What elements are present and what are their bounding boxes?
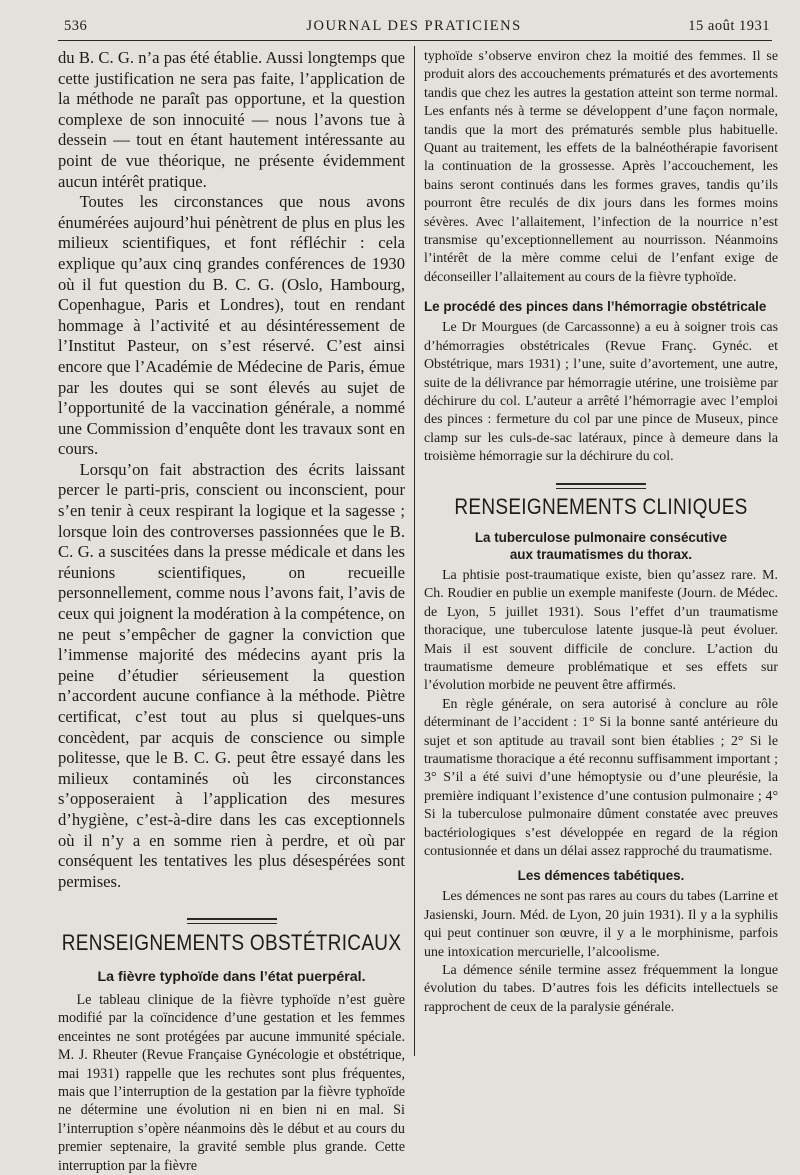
subsection-title: Les démences tabétiques. (517, 868, 685, 884)
paragraph: Le tableau clinique de la fièvre typhoïde n’est guère modifié par la coïncidence d’une gestation et les femmes enceintes ne sont protégées par aucune immunité spéciale. M. J. Rheuter (Revue Française Gynécologie et obstétrique, mai 1931) rappelle que les rechutes sont plus fréquentes, mais que l’interruption de la gestation par la fièvre typhoïde ne détermine une évolution ni en bien ni en mal. Si l’interruption s’opère néanmoins dès le début et au cours du premier septenaire, la gravité semble plus grande. Cette interruption par la fièvre (58, 991, 405, 1174)
left-column (58, 48, 405, 1175)
paragraph: typhoïde s’observe environ chez la moitié des femmes. Il se produit alors des accouchements prématurés et des avortements tandis que chez les autres la gestation atteint son terme normal. Les enfants nés à terme se développent d’une façon normale, tandis que la mort des prématurés semble plus habituelle. Quant au traitement, les effets de la balnéothérapie favorisent la continuation de la grossesse. Après l’accouchement, les bains seront continués dans les formes graves, tandis qu’ils pourront être reculés de dix jours dans les formes moins sévères. Avec l’allaitement, l’infection de la nourrice n’est transmise qu’exceptionnellement au nourrisson. Néanmoins l’intérêt de la mère comme celui de l’enfant exige de déconseiller l’allaitement au cours de la fièvre typhoïde. (424, 49, 778, 285)
paragraph: La phtisie post-traumatique existe, bien qu’assez rare. M. Ch. Roudier en publie un exemple manifeste (Journ. de Médec. de Lyon, 5 juillet 1931). Sous l’effet d’un traumatisme thoracique, une tuberculose latente jusque-là peut évoluer. Mais il est souvent difficile de conclure. L’action du traumatisme demeure problématique et ses effets sur l’évolution morbide ne peuvent être affirmés. (424, 567, 778, 694)
page-number: 536 (64, 18, 88, 34)
right-column (424, 48, 778, 1017)
paragraph: La démence sénile termine assez fréquemment la longue évolution du tabes. D’autres fois les déficits intellectuels se rapprochent de ceux de la paralysie générale. (424, 963, 778, 1015)
header-rule (58, 40, 772, 41)
journal-title: JOURNAL DES PRATICIENS (306, 18, 522, 34)
issue-date: 15 août 1931 (688, 18, 770, 34)
paragraph: Toutes les circonstances que nous avons énumérées aujourd’hui pénètrent de plus en plus les milieux scientifiques, et font réfléchir : cela explique qu’aux cinq grandes conférences de 1930 où il fut question du B. C. G. (Oslo, Hambourg, Copenhague, Paris et Londres), tout en rendant hommage à l’activité et au désintéressement de l’Institut Pasteur, on s’est réservé. C’est ainsi encore que l’Académie de Médecine de Paris, émue par les doutes qui se sont élevés au sujet de l’opportunité de la vaccination générale, a nommé une Commission d’enquête dont les travaux sont en cours. (58, 192, 405, 459)
column-rule (414, 46, 415, 1056)
subsection-title: Le procédé des pinces dans l’hémorragie obstétricale (424, 299, 767, 315)
subsection-title: La tuberculose pulmonaire consécutive aux traumatismes du thorax. (474, 529, 728, 562)
paragraph: Le Dr Mourgues (de Carcassonne) a eu à soigner trois cas d’hémorragies obstétricales (Revue Franç. Gynéc. et Obstétrique, mars 1931) ; l’une, suite d’avortement, une autre, suite de la délivrance par hémorragie utérine, une troisième par déchirure du col. L’auteur a arrêté l’hémorragie avec l’emploi des pinces : fermeture du col par une pince de Museux, pince clamp sur les culs-de-sac latéraux, pince à demeure dans la troisième hémorragie sur la déchirure du col. (424, 320, 778, 465)
paragraph: Lorsqu’on fait abstraction des écrits laissant percer le parti-pris, conscient ou inconscient, pour s’en tenir à ceux respirant la logique et la sagesse ; lorsque loin des controverses passionnées que le B. C. G. a suscitées dans la presse médicale et dans les réunions scientifiques, on recueille personnellement, comme nous l’avons fait, l’avis de ceux qui joignent la modération à la compétence, on ne peut s’empêcher de gagner la conviction que l’immense majorité des médecins ayant pris la peine d’étudier sérieusement la question n’accordent aucune confiance à la méthode. Piètre certificat, c’est tout au plus si quelques-uns concèdent, par acquis de conscience ou simple politesse, que le B. C. G. peut être essayé dans les milieux contaminés où les circonstances s’opposeraient à l’application des mesures d’hygiène, c’est-à-dire dans les cas exceptionnels où il n’y a en somme rien à perdre, et où par conséquent les tentatives les plus désespérées sont permises. (58, 459, 405, 891)
paragraph: En règle générale, on sera autorisé à conclure au rôle déterminant de l’accident : 1° Si la bonne santé antérieure du sujet et son aptitude au travail sont bien établies ; 2° Si le traumatisme thoracique a été reconnu suffisamment important ; 3° S’il a été suivi d’une hémoptysie ou d’une pleurésie, la première indiquant l’existence d’une contusion pulmonaire ; 4° Si la tuberculose pulmonaire dûment constatée avec preuves bactériologiques s’est développée en regard de la région contusionnée et dans un délai assez rapproché du traumatisme. (424, 696, 778, 860)
section-title-obstetrics: RENSEIGNEMENTS OBSTÉTRICAUX (61, 931, 402, 957)
section-title-clinical: RENSEIGNEMENTS CLINIQUES (454, 494, 748, 520)
paragraph: du B. C. G. n’a pas été établie. Aussi longtemps que cette justification ne sera pas faite, l’application de la méthode ne paraît pas opportune, et la question complexe de son innocuité — nous l’avons tue à dessein — tout en étant hautement intéressante au point de vue théorique, ne présente évidemment aucun intérêt pratique. (58, 48, 405, 191)
paragraph: Les démences ne sont pas rares au cours du tabes (Larrine et Jasienski, Journ. Méd. de Lyon, 20 juin 1931). Il y a la syphilis qui peut continuer son œuvre, il y a le morphinisme, parfois une intoxication mercurielle, l’alcoolisme. (424, 889, 779, 960)
subsection-title: La fièvre typhoïde dans l’état puerpéral. (97, 968, 366, 985)
page-header (58, 14, 770, 36)
